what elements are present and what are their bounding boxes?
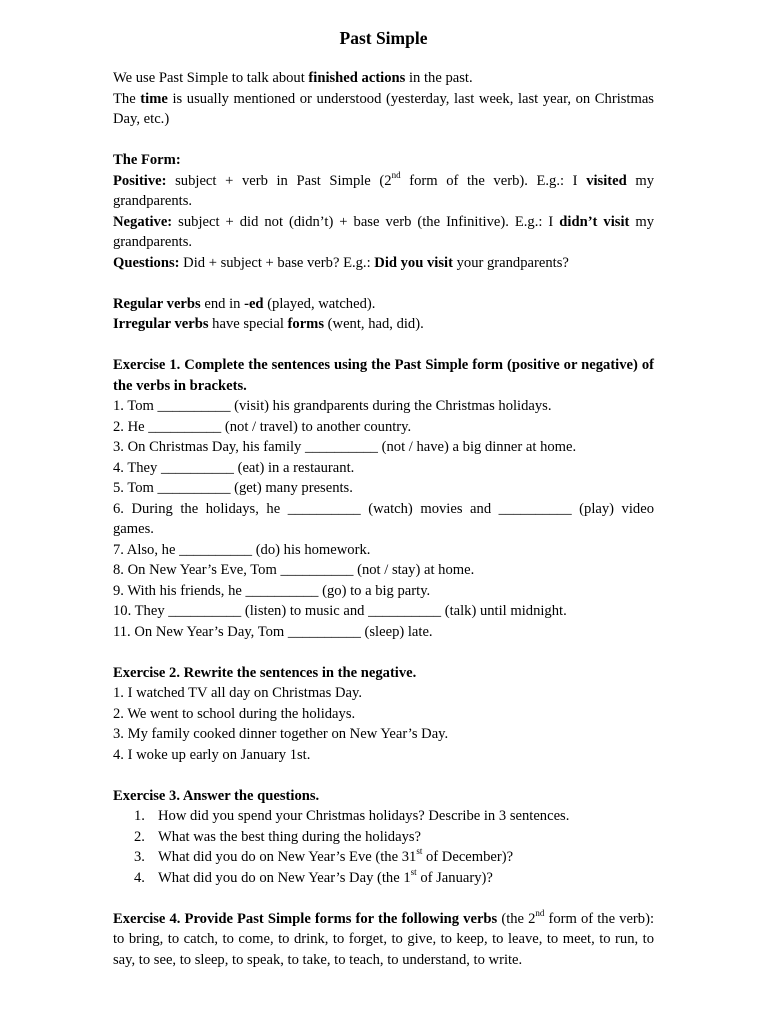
exercise-1-item: 8. On New Year’s Eve, Tom __________ (not / stay) at home.: [113, 562, 475, 578]
exercise-1-item: 10. They __________ (listen) to music and __________ (talk) until midnight.: [113, 603, 567, 619]
form-heading: The Form:: [113, 152, 181, 168]
exercise-1-item: 3. On Christmas Day, his family __________ (not / have) a big dinner at home.: [113, 439, 577, 455]
exercise-2-item: 1. I watched TV all day on Christmas Day.: [113, 685, 362, 701]
exercise-1-item: 6. During the holidays, he __________ (watch) movies and __________ (play) video games.: [113, 500, 654, 537]
exercise-1-heading: Exercise 1. Complete the sentences using the Past Simple form (positive or negative) of the verbs in brackets.: [113, 357, 654, 394]
exercise-1-item: 9. With his friends, he __________ (go) to a big party.: [113, 582, 431, 599]
exercise-3-heading: Exercise 3. Answer the questions.: [113, 787, 320, 804]
exercise-1-item: 2. He __________ (not / travel) to another country.: [113, 418, 412, 435]
irregular-verbs-line: Irregular verbs have special forms (went, had, did).: [113, 316, 424, 332]
exercise-4-text: Exercise 4. Provide Past Simple forms for the following verbs (the 2nd form of the verb): to bring, to catch, to come, to drink, to forget, to give, to keep, to leave, to meet, to run, to say, to see, to sleep, to speak, to take, to teach, to understand, to write.: [113, 907, 655, 968]
form-negative: Negative: subject + did not (didn’t) + base verb (the Infinitive). E.g.: I didn’t visit my grandparents.: [113, 213, 655, 250]
intro-line-2: The time is usually mentioned or understood (yesterday, last week, last year, on Christmas Day, etc.): [113, 90, 654, 127]
exercise-2-heading: Exercise 2. Rewrite the sentences in the negative.: [113, 664, 417, 681]
exercise-1-item: 7. Also, he __________ (do) his homework.: [113, 541, 371, 558]
exercise-3-question: 4. What did you do on New Year’s Day (the 1st of January)?: [134, 866, 493, 886]
exercise-3-question: 1. How did you spend your Christmas holidays? Describe in 3 sentences.: [134, 808, 570, 824]
exercise-2-item: 4. I woke up early on January 1st.: [113, 746, 311, 763]
page-title: Past Simple: [339, 28, 428, 48]
exercise-2-item: 2. We went to school during the holidays.: [113, 705, 356, 722]
exercise-3-question: 3. What did you do on New Year’s Eve (the 31st of December)?: [134, 846, 514, 865]
exercise-3-question: 2. What was the best thing during the holidays?: [134, 828, 422, 845]
exercise-1-item: 4. They __________ (eat) in a restaurant.: [113, 459, 355, 476]
form-positive: Positive: subject + verb in Past Simple (2nd form of the verb). E.g.: I visited my grandparents.: [113, 169, 655, 209]
exercise-3-list: [113, 806, 654, 888]
exercise-1-item: 5. Tom __________ (get) many presents.: [113, 480, 353, 496]
intro-line-1: We use Past Simple to talk about finished actions in the past.: [113, 70, 473, 86]
form-questions: Questions: Did + subject + base verb? E.g.: Did you visit your grandparents?: [113, 254, 569, 271]
exercise-1-item: 11. On New Year’s Day, Tom __________ (sleep) late.: [113, 623, 433, 640]
exercise-1-item: 1. Tom __________ (visit) his grandparents during the Christmas holidays.: [113, 398, 552, 414]
regular-verbs-line: Regular verbs end in -ed (played, watched).: [113, 295, 376, 312]
exercise-2-item: 3. My family cooked dinner together on New Year’s Day.: [113, 726, 449, 742]
